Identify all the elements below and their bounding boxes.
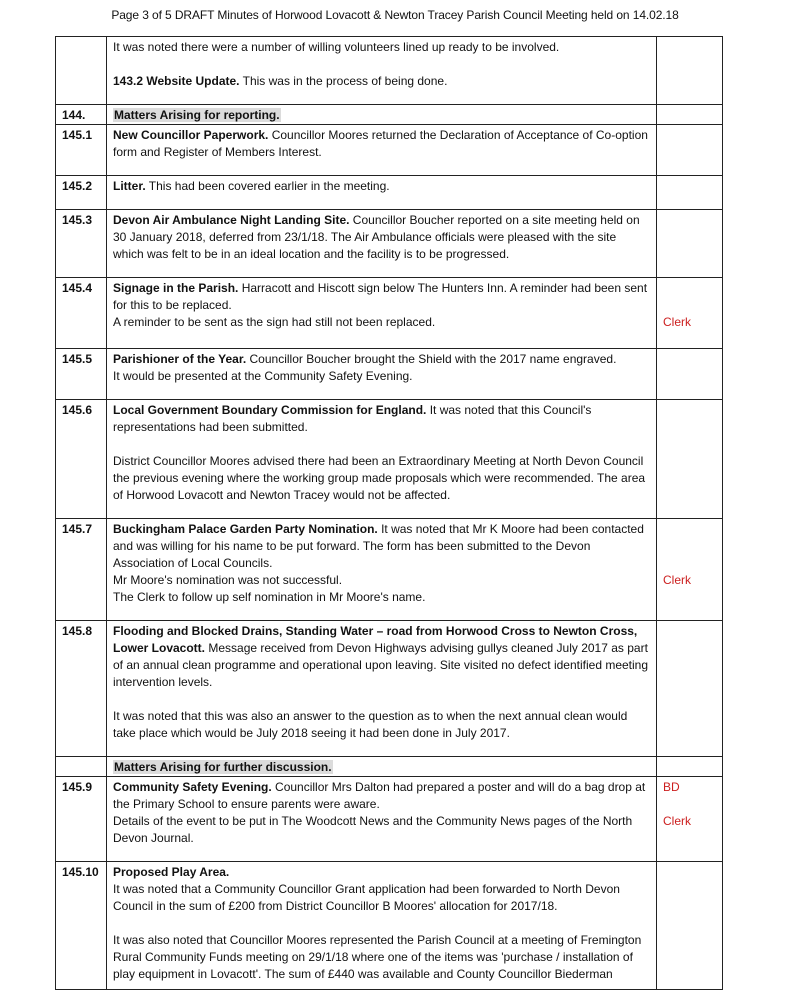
- table-row: [56, 105, 723, 125]
- item-text: Mr Moore's nomination was not successful.: [113, 573, 343, 587]
- section-heading: Matters Arising for further discussion.: [114, 760, 332, 774]
- item-text: Message received from Devon Highways advising gullys cleaned July 2017 as part of an annual clean programme and operational upon leaving. Site visited no defect identified meeting intervention levels.: [113, 641, 649, 689]
- action-cell: [657, 400, 723, 519]
- item-number-cell: [56, 757, 107, 777]
- item-lead: Litter.: [113, 179, 146, 193]
- item-text: Harracott and Hiscott sign below The Hunters Inn. A reminder had been sent for this to be replaced.: [113, 281, 648, 312]
- item-body-cell: [107, 105, 657, 125]
- item-text: This had been covered earlier in the meeting.: [145, 179, 390, 193]
- item-text: A reminder to be sent as the sign had still not been replaced.: [113, 315, 436, 329]
- table-row: [56, 176, 723, 210]
- action-cell: [657, 757, 723, 777]
- table-row: [56, 37, 723, 105]
- item-body-cell: [107, 210, 657, 278]
- action-owner: Clerk: [663, 573, 692, 587]
- item-number: 144.: [56, 105, 107, 125]
- table-row: [56, 777, 723, 862]
- table-row: [56, 400, 723, 519]
- action-cell: [657, 278, 723, 349]
- item-text: It was noted that Mr K Moore had been contacted and was willing for his name to be put forward. The form has been submitted to the Devon Association of Local Councils.: [113, 522, 644, 570]
- action-cell: [657, 125, 723, 176]
- item-body-cell: [107, 519, 657, 621]
- item-lead: New Councillor Paperwork.: [113, 128, 269, 142]
- item-text: It was noted that a Community Councillor Grant application had been forwarded to North Devon Council in the sum of £200 from District Councillor B Moores' allocation for 2017/18.: [113, 882, 620, 913]
- item-body-cell: [107, 400, 657, 519]
- item-text: It was noted that this Council's representations had been submitted.: [113, 403, 592, 434]
- action-cell: [657, 621, 723, 757]
- item-lead: Parishioner of the Year.: [113, 352, 247, 366]
- table-row: [56, 349, 723, 400]
- page-header: Page 3 of 5 DRAFT Minutes of Horwood Lovacott & Newton Tracey Parish Council Meeting held on 14.02.18: [111, 8, 679, 22]
- item-body-cell: [107, 777, 657, 862]
- item-lead: Community Safety Evening.: [113, 780, 272, 794]
- action-cell: [657, 176, 723, 210]
- action-cell: [657, 777, 723, 862]
- action-cell: [657, 862, 723, 990]
- item-text: Councillor Boucher reported on a site meeting held on 30 January 2018, deferred from 23/1/18. The Air Ambulance officials were pleased with the site which was felt to be in an ideal location and the facility is to be progressed.: [113, 213, 640, 261]
- item-number-cell: [56, 37, 107, 105]
- item-body-cell: [107, 176, 657, 210]
- table-row: [56, 210, 723, 278]
- table-row: [56, 621, 723, 757]
- item-text: It would be presented at the Community Safety Evening.: [113, 369, 413, 383]
- item-text: It was noted there were a number of willing volunteers lined up ready to be involved.: [113, 40, 560, 54]
- table-row: [56, 278, 723, 349]
- item-lead: Local Government Boundary Commission for England.: [113, 403, 427, 417]
- item-number: 145.7: [56, 519, 107, 621]
- item-body-cell: [107, 621, 657, 757]
- item-number: 145.3: [56, 210, 107, 278]
- item-number: 145.1: [56, 125, 107, 176]
- table-row: [56, 125, 723, 176]
- item-body-cell: [107, 862, 657, 990]
- minutes-table: [55, 36, 723, 990]
- item-number: 145.10: [56, 862, 107, 990]
- action-owner: Clerk: [663, 814, 692, 828]
- item-text: District Councillor Moores advised there had been an Extraordinary Meeting at North Devon Council the previous evening where the working group made proposals which were recommended. The area of Horwood Lovacott and Newton Tracey would not be affected.: [113, 454, 646, 502]
- action-cell: [657, 210, 723, 278]
- item-text: Details of the event to be put in The Woodcott News and the Community News pages of the North Devon Journal.: [113, 814, 633, 845]
- item-number: 145.2: [56, 176, 107, 210]
- item-lead: Proposed Play Area.: [113, 865, 230, 879]
- item-body-cell: [107, 757, 657, 777]
- item-number: 145.4: [56, 278, 107, 349]
- item-body-cell: [107, 37, 657, 105]
- action-cell: [657, 519, 723, 621]
- item-lead: Devon Air Ambulance Night Landing Site.: [113, 213, 350, 227]
- item-text: Councillor Moores returned the Declaration of Acceptance of Co-option form and Register of Members Interest.: [113, 128, 648, 159]
- table-row: [56, 862, 723, 990]
- item-lead: Signage in the Parish.: [113, 281, 239, 295]
- item-body-cell: [107, 349, 657, 400]
- table-row: [56, 757, 723, 777]
- item-number: 145.5: [56, 349, 107, 400]
- table-row: [56, 519, 723, 621]
- item-text: It was noted that this was also an answer to the question as to when the next annual clean would take place which would be July 2018 seeing it had been done in July 2017.: [113, 709, 628, 740]
- item-text: Councillor Boucher brought the Shield with the 2017 name engraved.: [246, 352, 617, 366]
- action-owner: BD: [663, 780, 680, 794]
- item-number: 145.8: [56, 621, 107, 757]
- item-text: 143.2 Website Update. This was in the process of being done.: [113, 74, 448, 88]
- item-text: Councillor Mrs Dalton had prepared a poster and will do a bag drop at the Primary School to ensure parents were aware.: [113, 780, 646, 811]
- item-body-cell: [107, 125, 657, 176]
- section-heading: Matters Arising for reporting.: [114, 108, 280, 122]
- item-body-cell: [107, 278, 657, 349]
- item-number: 145.6: [56, 400, 107, 519]
- item-lead: 143.2 Website Update.: [113, 74, 240, 88]
- item-lead: Buckingham Palace Garden Party Nomination.: [113, 522, 378, 536]
- action-cell: [657, 349, 723, 400]
- action-owner: Clerk: [663, 315, 692, 329]
- action-cell: [657, 105, 723, 125]
- action-cell: [657, 37, 723, 105]
- item-number: 145.9: [56, 777, 107, 862]
- item-text: The Clerk to follow up self nomination in Mr Moore's name.: [113, 590, 426, 604]
- item-text: It was also noted that Councillor Moores represented the Parish Council at a meeting of Fremington Rural Community Funds meeting on 29/1/18 where one of the items was 'purchase / installation of play equipment in Lovacott'. The sum of £440 was available and County Councillor Biederman: [113, 933, 642, 981]
- item-lead: Flooding and Blocked Drains, Standing Water – road from Horwood Cross to Newton Cross, Lower Lovacott.: [113, 624, 638, 655]
